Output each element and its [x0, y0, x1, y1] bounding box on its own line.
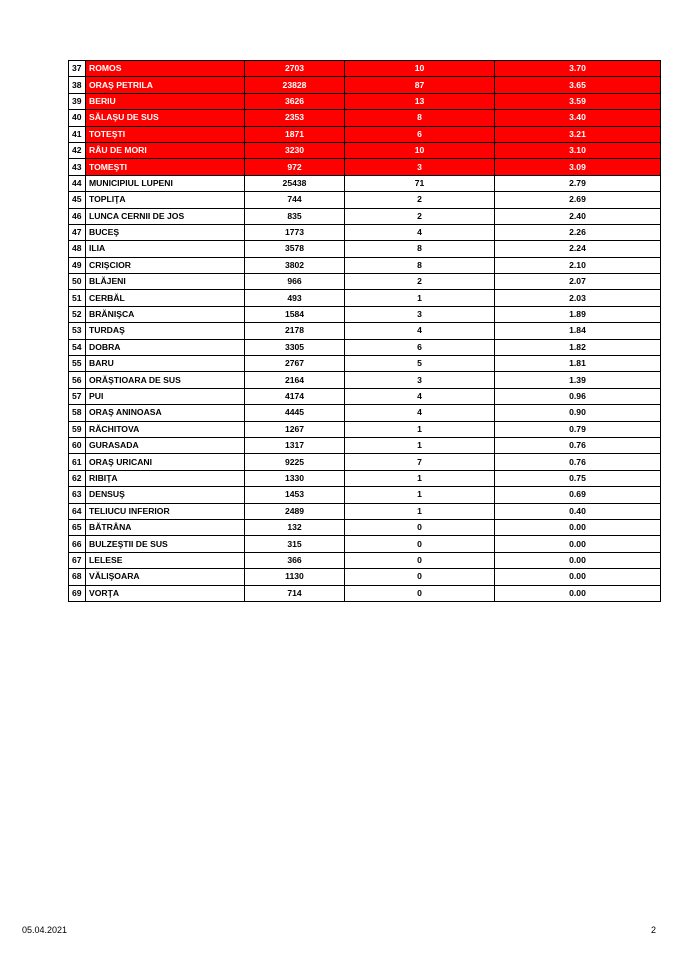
population-value: 835: [245, 208, 345, 224]
population-value: 1130: [245, 569, 345, 585]
row-index: 46: [69, 208, 86, 224]
population-value: 1773: [245, 224, 345, 240]
table-row: [69, 110, 661, 126]
cases-value: 2: [345, 192, 495, 208]
table-row: [69, 388, 661, 404]
incidence-rate-value: 3.70: [495, 61, 661, 77]
locality-name: BARU: [86, 356, 245, 372]
population-value: 366: [245, 552, 345, 568]
locality-name: TOMEŞTI: [86, 159, 245, 175]
cases-value: 0: [345, 552, 495, 568]
cases-value: 8: [345, 257, 495, 273]
population-value: 3802: [245, 257, 345, 273]
locality-name: BRĂNIŞCA: [86, 306, 245, 322]
table-row: [69, 257, 661, 273]
population-value: 3230: [245, 142, 345, 158]
table-row: [69, 421, 661, 437]
locality-name: CERBĂL: [86, 290, 245, 306]
cases-value: 0: [345, 585, 495, 601]
incidence-rate-value: 2.03: [495, 290, 661, 306]
incidence-table-container: [68, 60, 660, 602]
incidence-table: [68, 60, 661, 602]
page-footer: [0, 925, 678, 945]
incidence-rate-value: 3.59: [495, 93, 661, 109]
table-row: [69, 356, 661, 372]
row-index: 60: [69, 437, 86, 453]
table-row: [69, 175, 661, 191]
incidence-rate-value: 3.40: [495, 110, 661, 126]
table-row: [69, 487, 661, 503]
cases-value: 0: [345, 569, 495, 585]
incidence-rate-value: 0.00: [495, 569, 661, 585]
cases-value: 13: [345, 93, 495, 109]
population-value: 2164: [245, 372, 345, 388]
incidence-rate-value: 3.09: [495, 159, 661, 175]
cases-value: 2: [345, 208, 495, 224]
locality-name: CRIŞCIOR: [86, 257, 245, 273]
row-index: 65: [69, 519, 86, 535]
row-index: 50: [69, 274, 86, 290]
cases-value: 1: [345, 421, 495, 437]
table-row: [69, 77, 661, 93]
table-row: [69, 339, 661, 355]
row-index: 54: [69, 339, 86, 355]
incidence-rate-value: 2.26: [495, 224, 661, 240]
cases-value: 1: [345, 290, 495, 306]
population-value: 1330: [245, 470, 345, 486]
cases-value: 3: [345, 159, 495, 175]
population-value: 1584: [245, 306, 345, 322]
population-value: 966: [245, 274, 345, 290]
locality-name: TURDAŞ: [86, 323, 245, 339]
population-value: 1317: [245, 437, 345, 453]
population-value: 2178: [245, 323, 345, 339]
table-row: [69, 585, 661, 601]
cases-value: 0: [345, 536, 495, 552]
table-row: [69, 536, 661, 552]
row-index: 38: [69, 77, 86, 93]
population-value: 2703: [245, 61, 345, 77]
population-value: 2489: [245, 503, 345, 519]
cases-value: 2: [345, 274, 495, 290]
population-value: 972: [245, 159, 345, 175]
table-row: [69, 126, 661, 142]
footer-date: 05.04.2021: [22, 925, 68, 935]
population-value: 2767: [245, 356, 345, 372]
row-index: 69: [69, 585, 86, 601]
cases-value: 6: [345, 126, 495, 142]
cases-value: 4: [345, 323, 495, 339]
population-value: 3626: [245, 93, 345, 109]
row-index: 47: [69, 224, 86, 240]
incidence-rate-value: 3.21: [495, 126, 661, 142]
locality-name: GURASADA: [86, 437, 245, 453]
cases-value: 1: [345, 487, 495, 503]
table-row: [69, 552, 661, 568]
cases-value: 7: [345, 454, 495, 470]
cases-value: 1: [345, 503, 495, 519]
incidence-rate-value: 2.24: [495, 241, 661, 257]
table-row: [69, 323, 661, 339]
incidence-rate-value: 1.89: [495, 306, 661, 322]
cases-value: 1: [345, 437, 495, 453]
row-index: 44: [69, 175, 86, 191]
row-index: 58: [69, 405, 86, 421]
locality-name: LELESE: [86, 552, 245, 568]
row-index: 52: [69, 306, 86, 322]
row-index: 63: [69, 487, 86, 503]
table-row: [69, 93, 661, 109]
locality-name: ORĂŞTIOARA DE SUS: [86, 372, 245, 388]
incidence-rate-value: 0.00: [495, 519, 661, 535]
table-row: [69, 159, 661, 175]
table-row: [69, 208, 661, 224]
locality-name: ORAŞ URICANI: [86, 454, 245, 470]
incidence-rate-value: 0.96: [495, 388, 661, 404]
cases-value: 71: [345, 175, 495, 191]
population-value: 1267: [245, 421, 345, 437]
cases-value: 8: [345, 241, 495, 257]
incidence-rate-value: 0.75: [495, 470, 661, 486]
cases-value: 10: [345, 61, 495, 77]
locality-name: TELIUCU INFERIOR: [86, 503, 245, 519]
row-index: 57: [69, 388, 86, 404]
incidence-rate-value: 2.79: [495, 175, 661, 191]
locality-name: PUI: [86, 388, 245, 404]
incidence-rate-value: 0.79: [495, 421, 661, 437]
table-row: [69, 405, 661, 421]
locality-name: ORAŞ PETRILA: [86, 77, 245, 93]
row-index: 53: [69, 323, 86, 339]
row-index: 64: [69, 503, 86, 519]
population-value: 9225: [245, 454, 345, 470]
cases-value: 3: [345, 306, 495, 322]
population-value: 3578: [245, 241, 345, 257]
row-index: 40: [69, 110, 86, 126]
locality-name: BĂTRÂNA: [86, 519, 245, 535]
locality-name: BLĂJENI: [86, 274, 245, 290]
row-index: 61: [69, 454, 86, 470]
population-value: 744: [245, 192, 345, 208]
population-value: 4445: [245, 405, 345, 421]
cases-value: 5: [345, 356, 495, 372]
locality-name: TOTEŞTI: [86, 126, 245, 142]
population-value: 4174: [245, 388, 345, 404]
incidence-rate-value: 3.65: [495, 77, 661, 93]
locality-name: LUNCA CERNII DE JOS: [86, 208, 245, 224]
footer-page-number: 2: [650, 925, 656, 935]
table-row: [69, 142, 661, 158]
row-index: 68: [69, 569, 86, 585]
locality-name: MUNICIPIUL LUPENI: [86, 175, 245, 191]
locality-name: BERIU: [86, 93, 245, 109]
population-value: 3305: [245, 339, 345, 355]
locality-name: DOBRA: [86, 339, 245, 355]
row-index: 41: [69, 126, 86, 142]
locality-name: DENSUŞ: [86, 487, 245, 503]
table-row: [69, 519, 661, 535]
population-value: 1453: [245, 487, 345, 503]
row-index: 37: [69, 61, 86, 77]
incidence-rate-value: 1.82: [495, 339, 661, 355]
row-index: 51: [69, 290, 86, 306]
locality-name: RIBIŢA: [86, 470, 245, 486]
table-row: [69, 454, 661, 470]
locality-name: BUCEŞ: [86, 224, 245, 240]
incidence-rate-value: 1.81: [495, 356, 661, 372]
table-row: [69, 224, 661, 240]
table-row: [69, 569, 661, 585]
incidence-rate-value: 0.40: [495, 503, 661, 519]
cases-value: 10: [345, 142, 495, 158]
locality-name: RĂCHITOVA: [86, 421, 245, 437]
row-index: 66: [69, 536, 86, 552]
row-index: 49: [69, 257, 86, 273]
incidence-rate-value: 3.10: [495, 142, 661, 158]
table-row: [69, 290, 661, 306]
incidence-rate-value: 0.00: [495, 536, 661, 552]
incidence-rate-value: 0.69: [495, 487, 661, 503]
incidence-rate-value: 2.69: [495, 192, 661, 208]
table-row: [69, 470, 661, 486]
population-value: 23828: [245, 77, 345, 93]
cases-value: 0: [345, 519, 495, 535]
row-index: 56: [69, 372, 86, 388]
row-index: 39: [69, 93, 86, 109]
cases-value: 3: [345, 372, 495, 388]
population-value: 315: [245, 536, 345, 552]
row-index: 55: [69, 356, 86, 372]
incidence-rate-value: 1.84: [495, 323, 661, 339]
table-row: [69, 306, 661, 322]
incidence-rate-value: 0.76: [495, 454, 661, 470]
locality-name: VĂLIŞOARA: [86, 569, 245, 585]
population-value: 493: [245, 290, 345, 306]
incidence-rate-value: 2.07: [495, 274, 661, 290]
table-row: [69, 61, 661, 77]
locality-name: VORŢA: [86, 585, 245, 601]
row-index: 67: [69, 552, 86, 568]
cases-value: 6: [345, 339, 495, 355]
incidence-rate-value: 0.90: [495, 405, 661, 421]
cases-value: 87: [345, 77, 495, 93]
row-index: 59: [69, 421, 86, 437]
population-value: 1871: [245, 126, 345, 142]
incidence-rate-value: 2.10: [495, 257, 661, 273]
table-row: [69, 274, 661, 290]
locality-name: ILIA: [86, 241, 245, 257]
table-body: [69, 61, 661, 602]
incidence-rate-value: 1.39: [495, 372, 661, 388]
locality-name: ROMOS: [86, 61, 245, 77]
cases-value: 4: [345, 405, 495, 421]
locality-name: TOPLIŢA: [86, 192, 245, 208]
population-value: 2353: [245, 110, 345, 126]
table-row: [69, 192, 661, 208]
row-index: 45: [69, 192, 86, 208]
cases-value: 8: [345, 110, 495, 126]
incidence-rate-value: 2.40: [495, 208, 661, 224]
table-row: [69, 437, 661, 453]
row-index: 42: [69, 142, 86, 158]
locality-name: RÂU DE MORI: [86, 142, 245, 158]
locality-name: BULZEŞTII DE SUS: [86, 536, 245, 552]
incidence-rate-value: 0.00: [495, 552, 661, 568]
row-index: 48: [69, 241, 86, 257]
cases-value: 4: [345, 224, 495, 240]
table-row: [69, 241, 661, 257]
cases-value: 1: [345, 470, 495, 486]
locality-name: ORAŞ ANINOASA: [86, 405, 245, 421]
incidence-rate-value: 0.76: [495, 437, 661, 453]
incidence-rate-value: 0.00: [495, 585, 661, 601]
population-value: 25438: [245, 175, 345, 191]
population-value: 132: [245, 519, 345, 535]
table-row: [69, 372, 661, 388]
population-value: 714: [245, 585, 345, 601]
row-index: 62: [69, 470, 86, 486]
row-index: 43: [69, 159, 86, 175]
locality-name: SĂLAŞU DE SUS: [86, 110, 245, 126]
table-row: [69, 503, 661, 519]
cases-value: 4: [345, 388, 495, 404]
